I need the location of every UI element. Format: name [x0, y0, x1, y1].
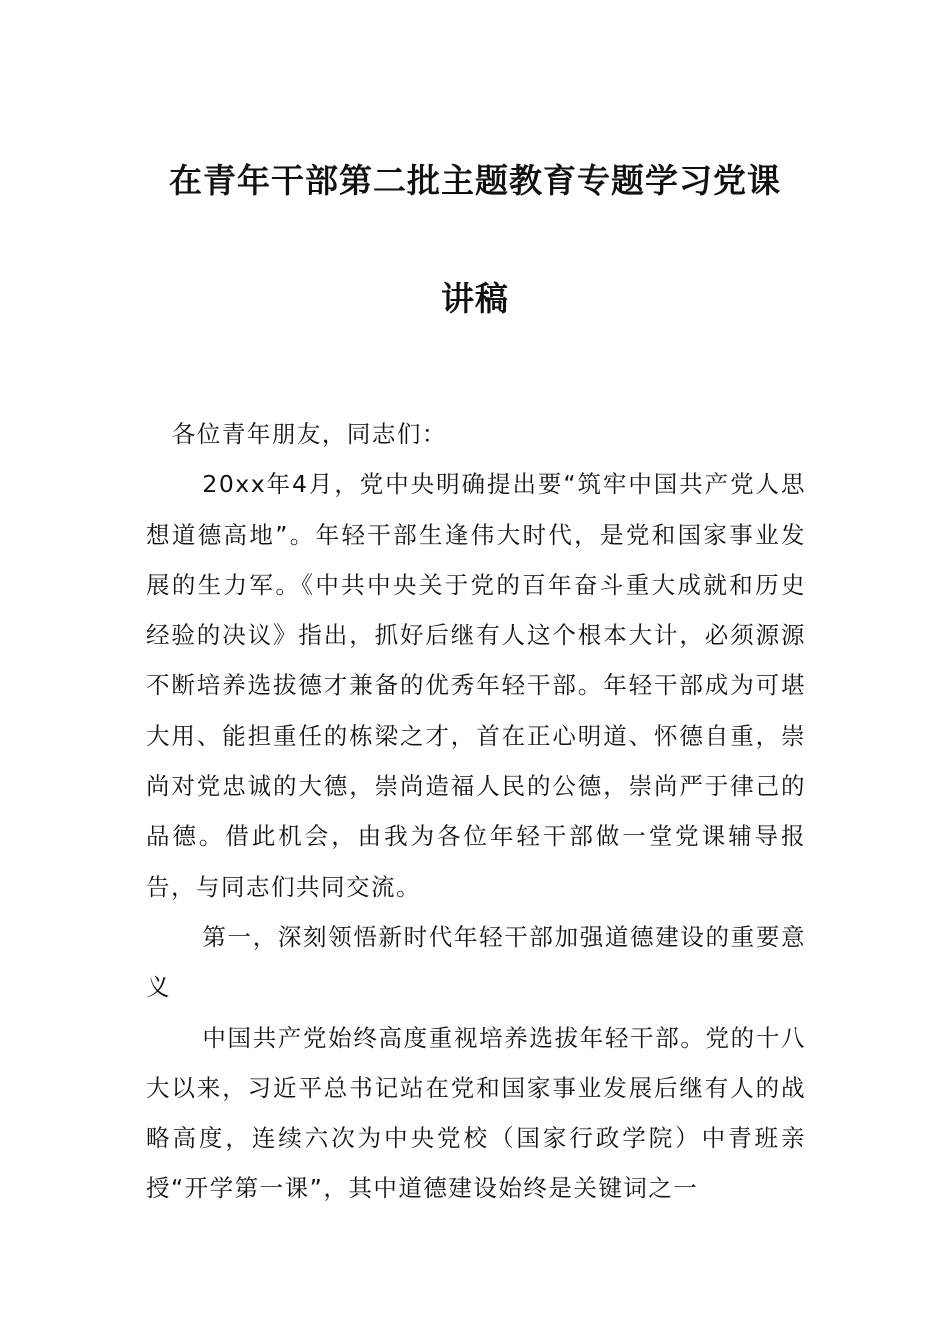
document-body	[146, 409, 806, 1214]
section-heading-1: 第一，深刻领悟新时代年轻干部加强道德建设的重要意义	[146, 922, 806, 1002]
paragraph-intro: 20xx年4月，党中央明确提出要“筑牢中国共产党人思想道德高地”。年轻干部生逢伟大时代，是党和国家事业发展的生力军。《中共中央关于党的百年奋斗重大成就和历史经验的决议》指出，抓好后继有人这个根本大计，必须源源不断培养选拔德才兼备的优秀年轻干部。年轻干部成为可堪大用、能担重任的栋梁之才，首在正心明道、怀德自重，崇尚对党忠诚的大德，崇尚造福人民的公德，崇尚严于律己的品德。借此机会，由我为各位年轻干部做一堂党课辅导报告，与同志们共同交流。	[146, 470, 806, 901]
document-title-line-2: 讲稿	[441, 279, 509, 318]
paragraph-section-1: 中国共产党始终高度重视培养选拔年轻干部。党的十八大以来，习近平总书记站在党和国家事业发展后继有人的战略高度，连续六次为中央党校（国家行政学院）中青班亲授“开学第一课”，其中道德建设始终是关键词之一	[146, 1023, 806, 1203]
salutation: 各位青年朋友，同志们：	[171, 420, 447, 448]
document-title-line-1: 在青年干部第二批主题教育专题学习党课	[169, 161, 781, 200]
